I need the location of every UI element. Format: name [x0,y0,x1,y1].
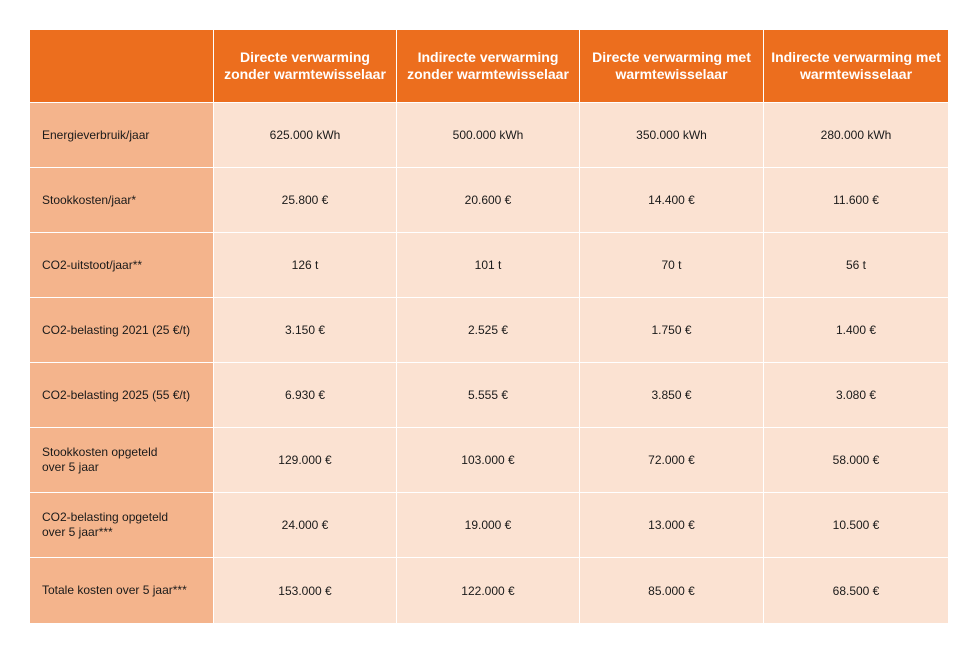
table-cell: 11.600 € [764,168,948,233]
table-cell: 350.000 kWh [580,103,764,168]
header-indirect-without-exchanger: Indirecte verwarming zonder warmtewisselaar [397,30,580,103]
table-cell: 3.150 € [214,298,397,363]
table-cell: 72.000 € [580,428,764,493]
table-cell: 25.800 € [214,168,397,233]
table-cell: 10.500 € [764,493,948,558]
row-label-total-costs-5-years: Totale kosten over 5 jaar*** [30,558,214,623]
table-cell: 58.000 € [764,428,948,493]
table-cell: 101 t [397,233,580,298]
table-cell: 24.000 € [214,493,397,558]
table-cell: 500.000 kWh [397,103,580,168]
row-label-heating-costs: Stookkosten/jaar* [30,168,214,233]
table-cell: 153.000 € [214,558,397,623]
table-cell: 68.500 € [764,558,948,623]
table-cell: 14.400 € [580,168,764,233]
table-cell: 103.000 € [397,428,580,493]
table-cell: 70 t [580,233,764,298]
table-cell: 3.080 € [764,363,948,428]
table-cell: 625.000 kWh [214,103,397,168]
table-cell: 5.555 € [397,363,580,428]
row-label-co2-emission: CO2-uitstoot/jaar** [30,233,214,298]
table-cell: 3.850 € [580,363,764,428]
row-label-co2-tax-2021: CO2-belasting 2021 (25 €/t) [30,298,214,363]
header-indirect-with-exchanger: Indirecte verwarming met warmtewisselaar [764,30,948,103]
header-corner [30,30,214,103]
row-label-co2-tax-2025: CO2-belasting 2025 (55 €/t) [30,363,214,428]
table-cell: 56 t [764,233,948,298]
header-direct-without-exchanger: Directe verwarming zonder warmtewisselaar [214,30,397,103]
row-label-co2-tax-5-years: CO2-belasting opgeteld over 5 jaar*** [30,493,214,558]
row-label-energy-use: Energieverbruik/jaar [30,103,214,168]
table-cell: 20.600 € [397,168,580,233]
table-cell: 280.000 kWh [764,103,948,168]
table-cell: 13.000 € [580,493,764,558]
table-cell: 19.000 € [397,493,580,558]
table-cell: 6.930 € [214,363,397,428]
table-cell: 1.400 € [764,298,948,363]
table-cell: 122.000 € [397,558,580,623]
table-cell: 126 t [214,233,397,298]
row-label-heating-costs-5-years: Stookkosten opgeteld over 5 jaar [30,428,214,493]
table-cell: 1.750 € [580,298,764,363]
table-cell: 2.525 € [397,298,580,363]
header-direct-with-exchanger: Directe verwarming met warmtewisselaar [580,30,764,103]
comparison-table [30,30,948,623]
table-cell: 85.000 € [580,558,764,623]
table-cell: 129.000 € [214,428,397,493]
